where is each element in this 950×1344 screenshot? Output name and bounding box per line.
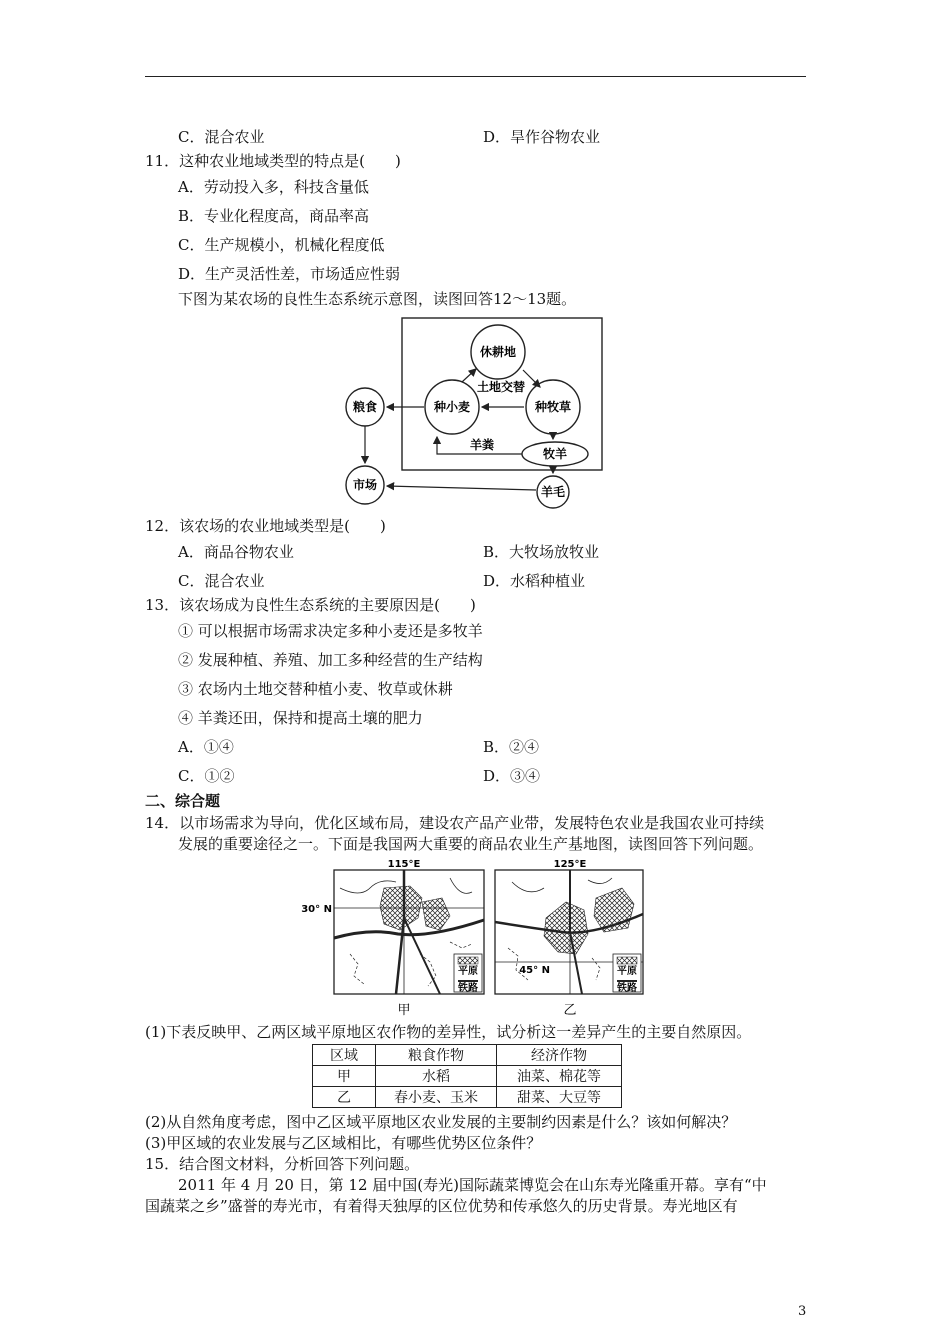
q13-option-d: D．③④: [483, 767, 541, 785]
q14-sub-3: (3)甲区域的农业发展与乙区域相比，有哪些优势区位条件？: [145, 1134, 542, 1152]
q15-stem: 15．结合图文材料，分析回答下列问题。: [145, 1155, 420, 1173]
q12-option-c: C．混合农业: [178, 572, 265, 590]
table-cell: 春小麦、玉米: [376, 1087, 497, 1108]
eco-system-diagram: [340, 315, 610, 510]
yi-legend-rail: 铁路: [617, 983, 637, 994]
fallow-label: 休耕地: [479, 345, 517, 359]
q13-option-c: C．①②: [178, 767, 235, 785]
yi-legend-plain: 平原: [617, 966, 637, 977]
table-row: [313, 1066, 622, 1087]
table-cell: 油菜、棉花等: [497, 1066, 622, 1087]
jia-longitude: 115°E: [387, 859, 421, 870]
q13-item-1: ① 可以根据市场需求决定多种小麦还是多牧羊: [178, 622, 483, 640]
table-cell: 甲: [313, 1066, 376, 1087]
q13-stem: 13．该农场成为良性生态系统的主要原因是( ): [145, 596, 476, 614]
grass-label: 种牧草: [534, 400, 572, 414]
crop-table: [312, 1044, 622, 1108]
table-cell: 水稻: [376, 1066, 497, 1087]
arrow-fallow-to-grass: [523, 370, 540, 387]
q11-option-a: A．劳动投入多，科技含量低: [178, 178, 369, 196]
wheat-label: 种小麦: [433, 400, 471, 414]
yi-label: 乙: [563, 1003, 577, 1018]
table-header: 区域: [313, 1045, 376, 1066]
table-cell: 甜菜、大豆等: [497, 1087, 622, 1108]
q14-line-1: 14．以市场需求为导向，优化区域布局，建设农产品产业带，发展特色农业是我国农业可持续: [145, 814, 765, 832]
table-header: 经济作物: [497, 1045, 622, 1066]
q13-item-4: ④ 羊粪还田，保持和提高土壤的肥力: [178, 709, 423, 727]
q11-option-b: B．专业化程度高，商品率高: [178, 207, 370, 225]
table-cell: 乙: [313, 1087, 376, 1108]
jia-label: 甲: [397, 1003, 411, 1018]
q11-option-d: D．生产灵活性差，市场适应性弱: [178, 265, 401, 283]
q14-line-2: 发展的重要途径之一。下面是我国两大重要的商品农业生产基地图，读图回答下列问题。: [178, 835, 764, 853]
header-rule: [145, 76, 806, 77]
arrow-wheat-to-fallow: [462, 369, 476, 382]
q12-option-a: A．商品谷物农业: [178, 543, 294, 561]
q11-option-c: C．生产规模小，机械化程度低: [178, 236, 385, 254]
jia-legend-rail: 铁路: [458, 983, 478, 994]
q13-option-a: A．①④: [178, 738, 234, 756]
jia-legend-plain-swatch: [458, 957, 478, 964]
table-row: [313, 1087, 622, 1108]
q15-paragraph-line-1: 2011 年 4 月 20 日，第 12 届中国(寿光)国际蔬菜博览会在山东寿光隆重开幕。享有“中: [178, 1176, 767, 1194]
yi-longitude: 125°E: [553, 859, 587, 870]
manure-label: 羊粪: [469, 438, 495, 452]
q12-option-d: D．水稻种植业: [483, 572, 586, 590]
market-label: 市场: [352, 478, 378, 492]
map-jia: [300, 858, 492, 1020]
yi-legend-plain-swatch: [617, 957, 637, 964]
section-heading: 二、综合题: [145, 792, 221, 810]
arrow-wool-to-market: [387, 486, 536, 490]
table-header: 粮食作物: [376, 1045, 497, 1066]
q11-stem: 11．这种农业地域类型的特点是( ): [145, 152, 401, 170]
q13-item-3: ③ 农场内土地交替种植小麦、牧草或休耕: [178, 680, 453, 698]
yi-latitude: 45° N: [519, 965, 550, 976]
table-header-row: [313, 1045, 622, 1066]
q10-option-c: C．混合农业: [178, 128, 265, 146]
q13-option-b: B．②④: [483, 738, 540, 756]
q10-option-d: D．旱作谷物农业: [483, 128, 601, 146]
map-yi: [492, 858, 647, 1020]
q12-option-b: B．大牧场放牧业: [483, 543, 600, 561]
q12-intro: 下图为某农场的良性生态系统示意图，读图回答12～13题。: [178, 290, 577, 308]
grain-label: 粮食: [352, 400, 378, 414]
rotation-label: 土地交替: [476, 380, 526, 394]
jia-latitude: 30° N: [301, 904, 332, 915]
wool-label: 羊毛: [540, 485, 566, 499]
q13-item-2: ② 发展种植、养殖、加工多种经营的生产结构: [178, 651, 483, 669]
page-number: 3: [798, 1304, 807, 1319]
sheep-label: 牧羊: [542, 447, 568, 461]
q15-paragraph-line-2: 国蔬菜之乡”盛誉的寿光市，有着得天独厚的区位优势和传承悠久的历史背景。寿光地区有: [145, 1197, 738, 1215]
q14-sub-2: (2)从自然角度考虑，图中乙区域平原地区农业发展的主要制约因素是什么？该如何解决？: [145, 1113, 737, 1131]
q14-sub-1: (1)下表反映甲、乙两区域平原地区农作物的差异性，试分析这一差异产生的主要自然原因。: [145, 1023, 752, 1041]
jia-legend-plain: 平原: [458, 966, 478, 977]
q12-stem: 12．该农场的农业地域类型是( ): [145, 517, 386, 535]
